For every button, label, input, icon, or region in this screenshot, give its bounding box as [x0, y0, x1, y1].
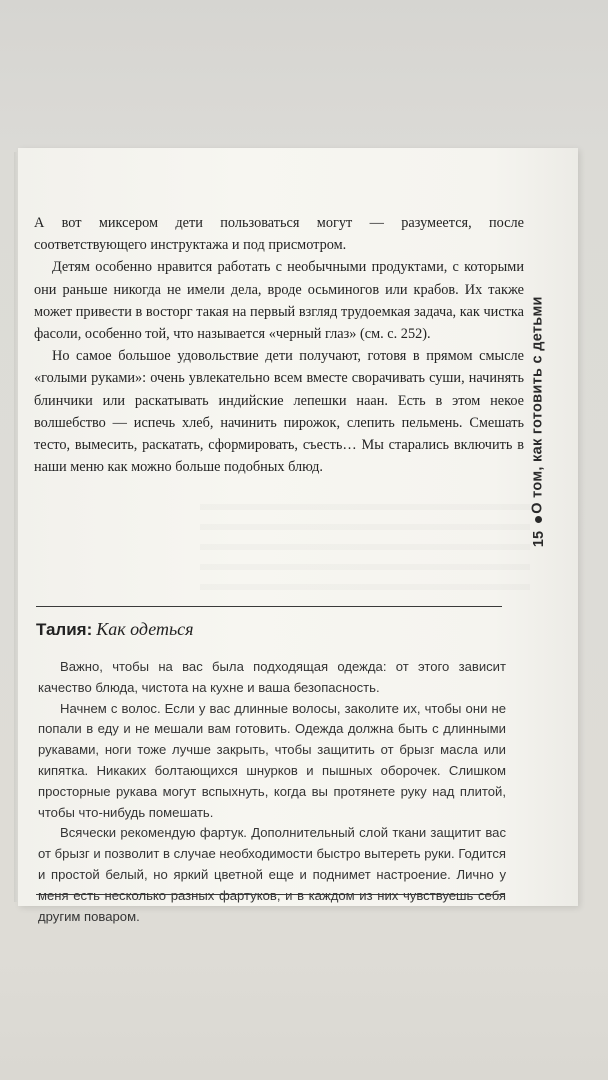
show-through-shadow: [200, 490, 530, 600]
main-body-text: [34, 212, 524, 478]
sidebar-box-text: [38, 657, 506, 927]
main-paragraph-1: А вот миксером дети пользоваться могут — разумеется, после соответствующего инструктажа и под присмотром.: [34, 215, 524, 254]
box-paragraph-1: Важно, чтобы на вас была подходящая одежда: от этого зависит качество блюда, чистота на кухне и ваша безопасность.: [38, 659, 506, 695]
box-paragraph-2: Начнем с волос. Если у вас длинные волосы, заколите их, чтобы они не попали в еду и не мешали вам готовить. Одежда должна быть с длинными рукавами, ноги тоже лучше закрыть, чтобы защитить от брызг масла или кипятка. Никаких болтающихся шнурков и пышных оборочек. Слишком просторные рукава могут вспыхнуть, когда вы протянете руку над плитой, чтобы что-нибудь помешать.: [38, 700, 506, 820]
sidebar-box-heading: [36, 619, 506, 640]
sidebar-box-author: Талия:: [36, 620, 93, 639]
main-paragraph-2: Детям особенно нравится работать с необычными продуктами, с которыми они раньше никогда не имели дела, вроде осьминогов или крабов. Их также может привести в восторг такая на первый взгляд трудоемкая задача, как чистка фасоли, особенно той, что называется «черный глаз» (см. с. 252).: [34, 259, 524, 343]
page-number-text: 15: [530, 530, 547, 548]
sidebar-box-title: Как одеться: [96, 619, 194, 639]
box-bottom-rule: [36, 894, 504, 895]
background-surface: [0, 0, 608, 150]
box-top-rule: [36, 606, 502, 607]
box-paragraph-3: Всячески рекомендую фартук. Дополнительный слой ткани защитит вас от брызг и позволит в случае необходимости быстро вытереть руки. Годится и простой белый, но яркий цветной еще и поднимет настроение. Лично у меня есть несколько разных фартуков, и в каждом из них чувствуешь себя другим поваром.: [38, 825, 506, 924]
main-paragraph-3: Но самое большое удовольствие дети получают, готовя в прямом смысле «голыми руками»: очень увлекательно всем вместе сворачивать суши, начинять блинчики или раскатывать индийские лепешки наан. Есть в этом некое волшебство — испечь хлеб, начинить пирожок, слепить пельмень. Смешать тесто, вымесить, раскатать, сформировать, съесть… Мы старались включить в наши меню как можно больше подобных блюд.: [34, 348, 524, 476]
page-number: [527, 528, 551, 550]
running-head: [527, 290, 549, 520]
bullet-icon: [535, 516, 542, 523]
running-head-text: О том, как готовить с детьми: [530, 296, 547, 514]
